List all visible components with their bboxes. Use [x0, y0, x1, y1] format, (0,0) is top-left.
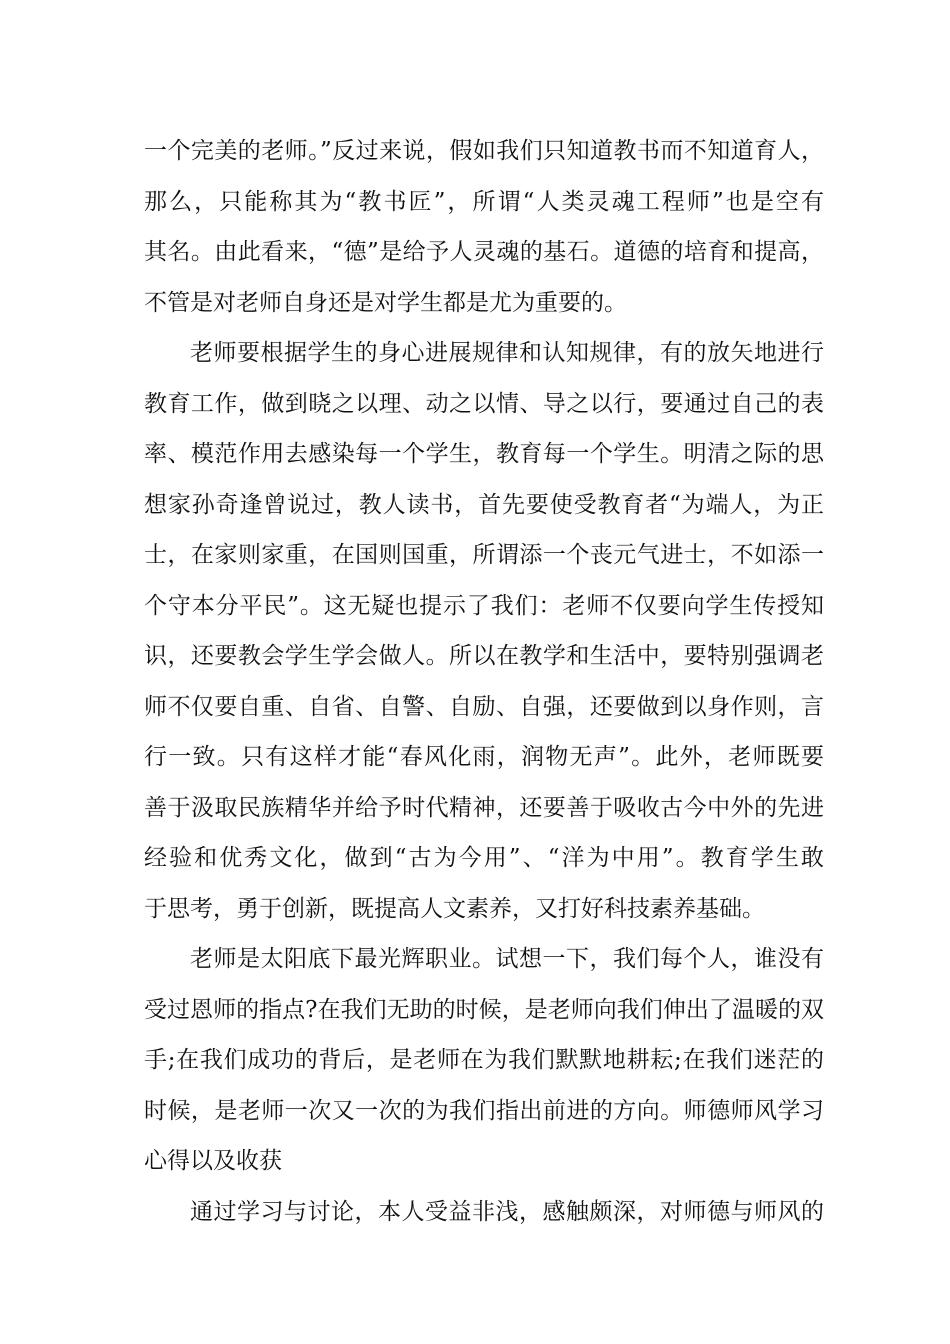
paragraph-first-line: 老师是太阳底下最光辉职业。试想一下，我们每个人，谁没有 [190, 946, 824, 972]
text-line: 时候，是老师一次又一次的为我们指出前进的方向。师德师风学习 [144, 1097, 824, 1124]
text-line: 经验和优秀文化，做到“古为今用”、“洋为中用”。教育学生敢 [144, 845, 824, 871]
text-line: 一个完美的老师。”反过来说，假如我们只知道教书而不知道育人， [144, 138, 824, 164]
text-line: 个守本分平民”。这无疑也提示了我们：老师不仅要向学生传授知 [144, 592, 824, 619]
text-line: 行一致。只有这样才能“春风化雨，润物无声”。此外，老师既要 [144, 744, 824, 770]
text-line: 善于汲取民族精华并给予时代精神，还要善于吸收古今中外的先进 [144, 794, 824, 821]
text-line: 教育工作，做到晓之以理、动之以情、导之以行，要通过自己的表 [144, 390, 824, 417]
text-line: 那么，只能称其为“教书匠”，所谓“人类灵魂工程师”也是空有 [144, 188, 824, 215]
paragraph-first-line: 老师要根据学生的身心进展规律和认知规律，有的放矢地进行 [190, 340, 824, 366]
text-line: 手;在我们成功的背后，是老师在为我们默默地耕耘;在我们迷茫的 [144, 1047, 824, 1073]
text-line: 于思考，勇于创新，既提高人文素养，又打好科技素养基础。 [144, 895, 765, 922]
text-line: 想家孙奇逢曾说过，教人读书，首先要使受教育者“为端人，为正 [144, 491, 824, 518]
text-line: 师不仅要自重、自省、自警、自励、自强，还要做到以身作则，言 [144, 693, 824, 720]
text-line: 率、模范作用去感染每一个学生，教育每一个学生。明清之际的思 [144, 441, 824, 467]
text-line: 士，在家则家重，在国则国重，所谓添一个丧元气进士，不如添一 [144, 542, 824, 568]
paragraph-first-line: 通过学习与讨论，本人受益非浅，感触颇深，对师德与师风的 [190, 1198, 824, 1225]
text-line: 其名。由此看来，“德”是给予人灵魂的基石。道德的培育和提高， [144, 239, 824, 265]
text-line: 不管是对老师自身还是对学生都是尤为重要的。 [144, 289, 627, 316]
text-line: 受过恩师的指点?在我们无助的时候，是老师向我们伸出了温暖的双 [144, 996, 824, 1023]
text-line: 心得以及收获 [144, 1148, 282, 1174]
text-line: 识，还要教会学生学会做人。所以在教学和生活中，要特别强调老 [144, 643, 824, 669]
document-body [144, 126, 824, 1237]
